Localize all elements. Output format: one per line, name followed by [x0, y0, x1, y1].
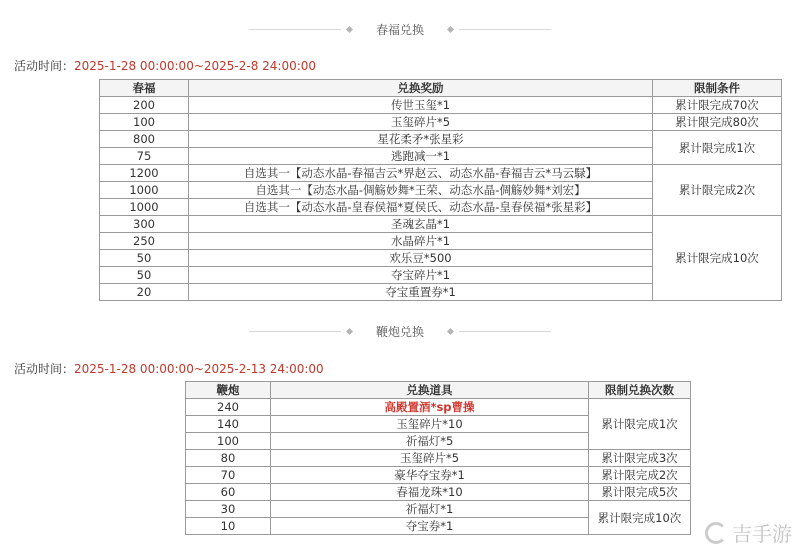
cell-reward: 自选其一【动态水晶-倜觞妙舞*王荣、动态水晶-倜觞妙舞*刘宏】	[189, 182, 653, 199]
cell-reward: 玉玺碎片*5	[271, 450, 589, 467]
cell-reward: 自选其一【动态水晶-春福吉云*界赵云、动态水晶-春福吉云*马云騄】	[189, 165, 653, 182]
activity-label: 活动时间：	[14, 59, 75, 73]
cell-reward: 传世玉玺*1	[189, 97, 653, 114]
activity-time-1	[14, 58, 316, 74]
bianpao-exchange-table	[185, 381, 691, 535]
cell-limit: 累计限完成70次	[653, 97, 782, 114]
cell-limit: 累计限完成80次	[653, 114, 782, 131]
cell-cost: 250	[100, 233, 189, 250]
table-header-row	[186, 382, 691, 399]
diamond-icon	[447, 25, 454, 32]
cell-limit: 累计限完成2次	[589, 467, 691, 484]
table-header-row	[100, 80, 782, 97]
cell-reward-highlight: 高殿置酒*sp曹操	[271, 399, 589, 416]
header-cost: 春福	[100, 80, 189, 97]
section-title-chunfu	[0, 19, 800, 39]
watermark-logo-icon	[705, 522, 727, 544]
chunfu-exchange-table	[99, 79, 782, 301]
activity-time-value: 2025-1-28 00:00:00~2025-2-8 24:00:00	[74, 59, 317, 73]
cell-cost: 50	[100, 267, 189, 284]
cell-cost: 75	[100, 148, 189, 165]
cell-cost: 20	[100, 284, 189, 301]
cell-reward: 夺宝重置券*1	[189, 284, 653, 301]
cell-cost: 1000	[100, 199, 189, 216]
cell-limit: 累计限完成3次	[589, 450, 691, 467]
cell-reward: 夺宝券*1	[271, 518, 589, 535]
table-row	[100, 165, 782, 182]
section-title-text: 春福兑换	[375, 22, 424, 37]
watermark-text: 吉手游	[732, 522, 792, 546]
cell-cost: 140	[186, 416, 271, 433]
cell-cost: 1000	[100, 182, 189, 199]
cell-reward: 圣魂玄晶*1	[189, 216, 653, 233]
cell-reward: 玉玺碎片*5	[189, 114, 653, 131]
diamond-icon	[447, 327, 454, 334]
cell-limit: 累计限完成2次	[653, 165, 782, 216]
cell-reward: 逃跑减一*1	[189, 148, 653, 165]
activity-time-value: 2025-1-28 00:00:00~2025-2-13 24:00:00	[74, 362, 324, 376]
activity-time-2	[14, 361, 324, 377]
cell-cost: 70	[186, 467, 271, 484]
cell-reward: 水晶碎片*1	[189, 233, 653, 250]
cell-cost: 100	[100, 114, 189, 131]
cell-reward: 豪华夺宝券*1	[271, 467, 589, 484]
cell-limit: 累计限完成1次	[653, 131, 782, 165]
table-row	[186, 399, 691, 416]
cell-cost: 30	[186, 501, 271, 518]
cell-reward: 春福龙珠*10	[271, 484, 589, 501]
cell-cost: 200	[100, 97, 189, 114]
cell-cost: 300	[100, 216, 189, 233]
table-row	[100, 216, 782, 233]
table-row	[186, 450, 691, 467]
cell-reward: 星花柔矛*张星彩	[189, 131, 653, 148]
cell-limit: 累计限完成5次	[589, 484, 691, 501]
watermark	[705, 518, 792, 547]
divider-line	[249, 29, 341, 30]
cell-reward: 玉玺碎片*10	[271, 416, 589, 433]
cell-cost: 50	[100, 250, 189, 267]
divider-line	[459, 331, 551, 332]
cell-cost: 80	[186, 450, 271, 467]
cell-cost: 100	[186, 433, 271, 450]
cell-cost: 10	[186, 518, 271, 535]
table-row	[186, 467, 691, 484]
header-reward: 兑换奖励	[189, 80, 653, 97]
header-limit: 限制条件	[653, 80, 782, 97]
cell-cost: 1200	[100, 165, 189, 182]
cell-limit: 累计限完成10次	[653, 216, 782, 301]
cell-limit: 累计限完成10次	[589, 501, 691, 535]
table-row	[100, 131, 782, 148]
section-title-bianpao	[0, 321, 800, 341]
table-row	[100, 97, 782, 114]
header-limit: 限制兑换次数	[589, 382, 691, 399]
section-title-text: 鞭炮兑换	[375, 324, 424, 339]
activity-label: 活动时间：	[14, 362, 75, 376]
table-row	[100, 114, 782, 131]
cell-cost: 800	[100, 131, 189, 148]
header-reward: 兑换道具	[271, 382, 589, 399]
cell-reward: 祈福灯*5	[271, 433, 589, 450]
divider-line	[459, 29, 551, 30]
cell-reward: 夺宝碎片*1	[189, 267, 653, 284]
table-row	[186, 484, 691, 501]
cell-cost: 60	[186, 484, 271, 501]
diamond-icon	[346, 25, 353, 32]
divider-line	[249, 331, 341, 332]
cell-reward: 欢乐豆*500	[189, 250, 653, 267]
diamond-icon	[346, 327, 353, 334]
cell-cost: 240	[186, 399, 271, 416]
cell-reward: 祈福灯*1	[271, 501, 589, 518]
header-cost: 鞭炮	[186, 382, 271, 399]
cell-limit: 累计限完成1次	[589, 399, 691, 450]
table-row	[186, 501, 691, 518]
cell-reward: 自选其一【动态水晶-皇春侯福*夏侯氏、动态水晶-皇春侯福*张星彩】	[189, 199, 653, 216]
